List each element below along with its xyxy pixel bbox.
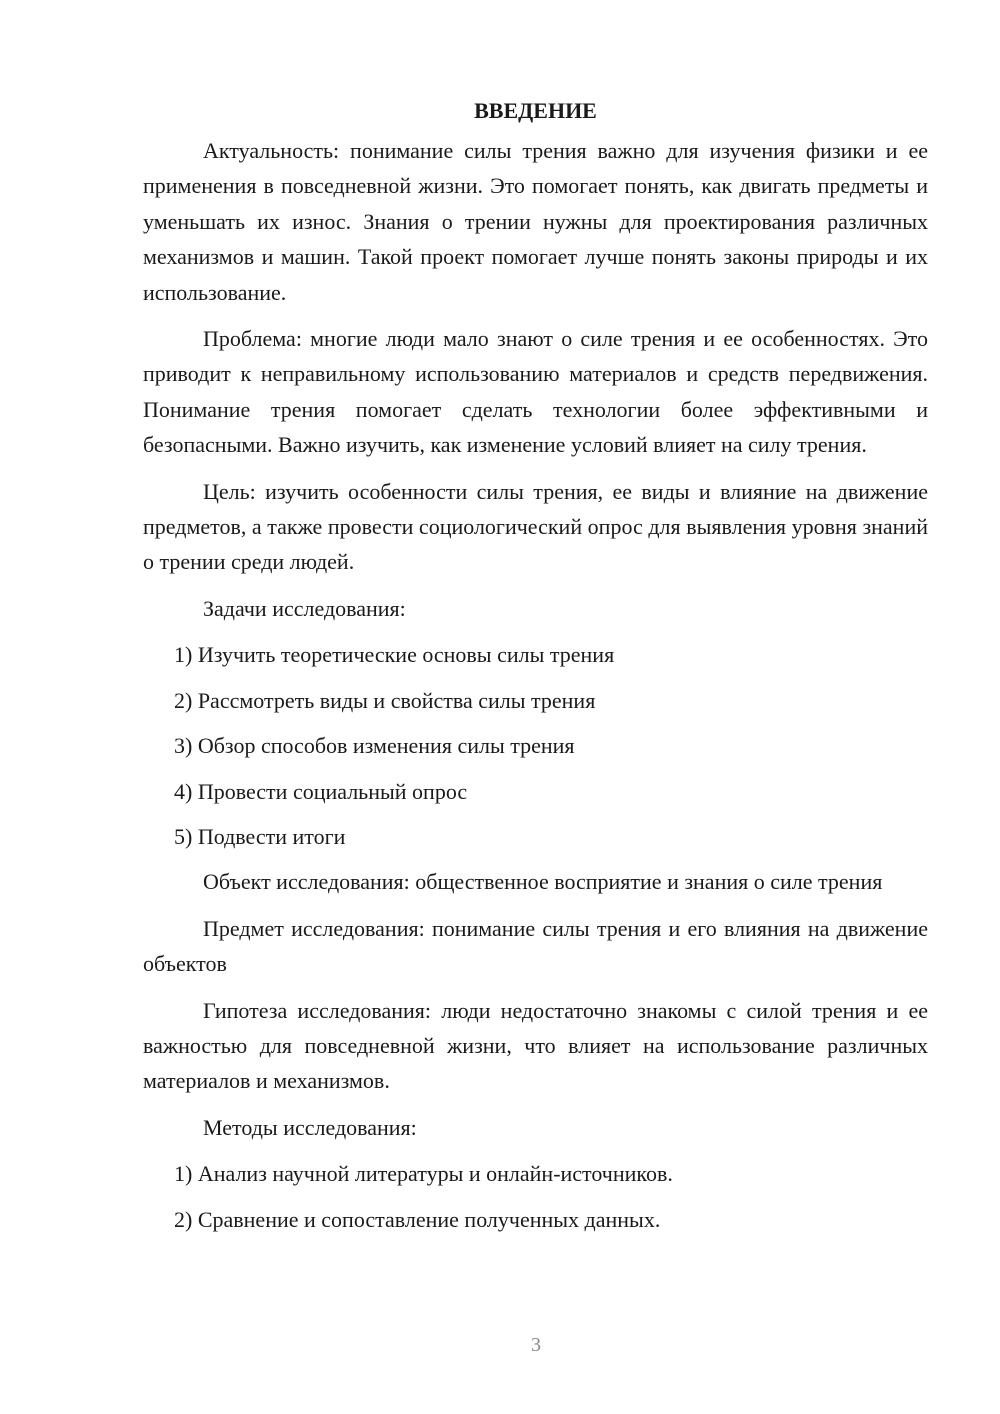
list-item: 1) Анализ научной литературы и онлайн-источников. — [174, 1161, 673, 1187]
list-item: 5) Подвести итоги — [174, 823, 346, 849]
object-paragraph: Объект исследования: общественное восприятие и знания о силе трения — [203, 869, 883, 895]
tasks-list — [143, 637, 928, 854]
list-item: 2) Сравнение и сопоставление полученных данных. — [174, 1206, 661, 1232]
methods-list — [143, 1156, 928, 1237]
problem-paragraph: Проблема: многие люди мало знают о силе трения и ее особенностях. Это приводит к неправильному использованию материалов и средств передвижения. Понимание трения помогает сделать технологии более эффективными и безопасными. Важно изучить, как изменение условий влияет на силу трения. — [143, 326, 928, 458]
hypothesis-paragraph: Гипотеза исследования: люди недостаточно знакомы с силой трения и ее важностью для повседневной жизни, что влияет на использование различных материалов и механизмов. — [143, 997, 928, 1094]
page-number: 3 — [531, 1334, 541, 1356]
subject-paragraph: Предмет исследования: понимание силы трения и его влияния на движение объектов — [143, 915, 928, 977]
list-item: 4) Провести социальный опрос — [174, 778, 468, 804]
methods-heading: Методы исследования: — [203, 1114, 417, 1140]
relevance-paragraph: Актуальность: понимание силы трения важно для изучения физики и ее применения в повседневной жизни. Это помогает понять, как двигать предметы и уменьшать их износ. Знания о трении нужны для проектирования различных механизмов и машин. Такой проект помогает лучше понять законы природы и их использование. — [143, 138, 928, 305]
section-title: ВВЕДЕНИЕ — [474, 98, 597, 123]
goal-paragraph: Цель: изучить особенности силы трения, ее виды и влияние на движение предметов, а также провести социологический опрос для выявления уровня знаний о трении среди людей. — [143, 478, 928, 575]
list-item: 2) Рассмотреть виды и свойства силы трения — [174, 687, 596, 713]
tasks-heading: Задачи исследования: — [203, 595, 406, 621]
list-item: 1) Изучить теоретические основы силы трения — [174, 642, 615, 668]
list-item: 3) Обзор способов изменения силы трения — [174, 733, 575, 759]
document-page — [143, 93, 928, 1247]
